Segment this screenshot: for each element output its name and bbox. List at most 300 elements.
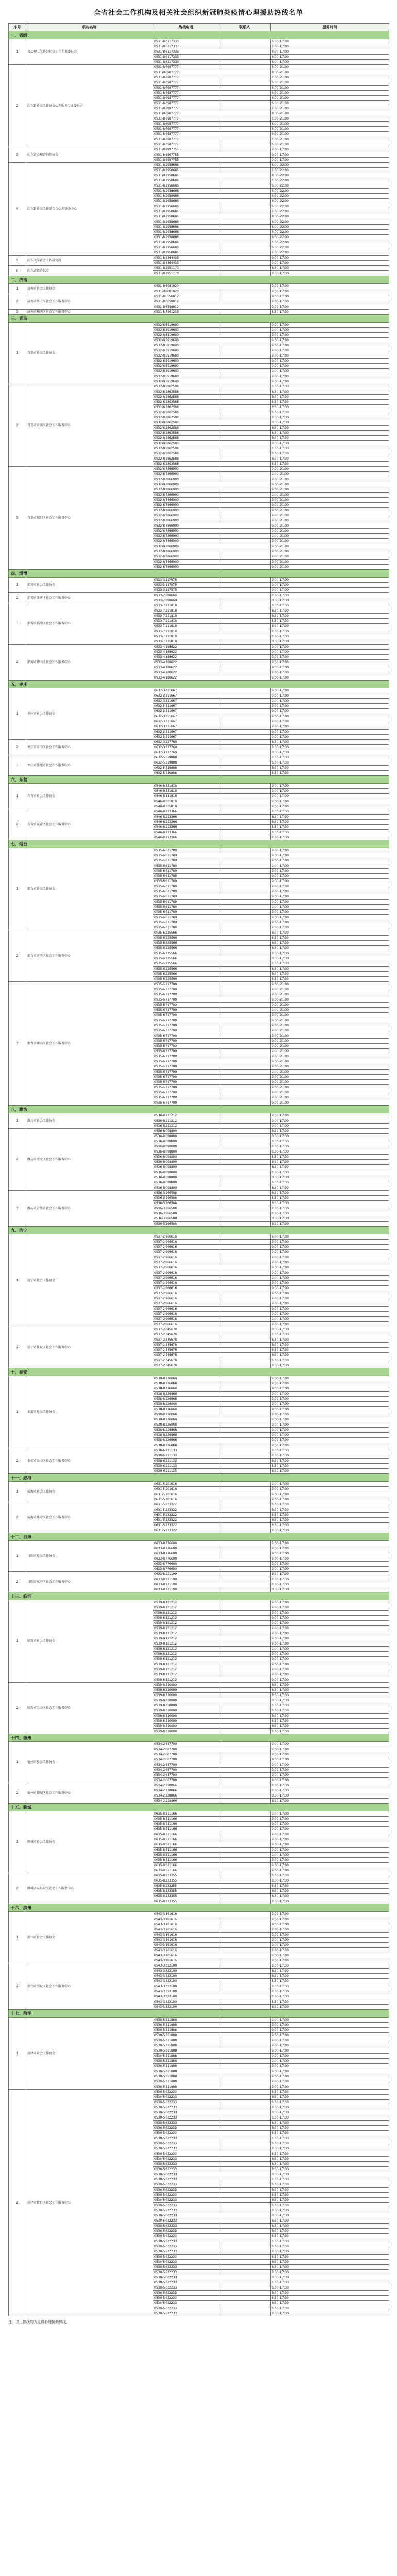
contact-cell xyxy=(219,835,271,840)
phone-cell: 0532-87866900 xyxy=(153,472,219,477)
table-row xyxy=(9,930,389,936)
org-seq: 3 xyxy=(9,1191,26,1227)
hours-cell: 8:30-17:30 xyxy=(271,1693,389,1698)
contact-cell xyxy=(219,848,271,853)
contact-cell xyxy=(219,598,271,603)
phone-cell: 0534-2228866 xyxy=(153,1783,219,1788)
hours-cell: 9:00-17:00 xyxy=(271,374,389,379)
phone-cell: 0531-86081020 xyxy=(153,284,219,289)
hours-cell: 9:00-21:00 xyxy=(271,565,389,570)
contact-cell xyxy=(219,1149,271,1155)
hours-cell: 8:30-17:30 xyxy=(271,271,389,276)
contact-cell xyxy=(219,1587,271,1592)
phone-cell: 0535-6717700 xyxy=(153,1085,219,1090)
hours-cell: 9:00-21:00 xyxy=(271,560,389,565)
phone-cell: 0532-87866900 xyxy=(153,518,219,523)
phone-cell: 0635-8511166 xyxy=(153,1827,219,1832)
phone-cell: 0532-87866900 xyxy=(153,529,219,534)
hours-cell: 9:00-17:00 xyxy=(271,1631,389,1636)
contact-cell xyxy=(219,487,271,493)
hours-cell: 8:30-17:30 xyxy=(271,1185,389,1191)
hours-cell: 8:00-22:00 xyxy=(271,189,389,194)
hours-cell: 8:30-17:30 xyxy=(271,2157,389,2162)
contact-cell xyxy=(219,1989,271,1994)
phone-cell: 0532-82862588 xyxy=(153,405,219,410)
phone-cell: 0538-8226868 xyxy=(153,1392,219,1397)
contact-cell xyxy=(219,101,271,106)
contact-cell xyxy=(219,1265,271,1270)
hours-cell: 9:00-17:00 xyxy=(271,1616,389,1621)
phone-cell: 0536-8211212 xyxy=(153,1118,219,1124)
contact-cell xyxy=(219,49,271,55)
hours-cell: 9:00-17:00 xyxy=(271,1953,389,1958)
contact-cell xyxy=(219,389,271,395)
contact-cell xyxy=(219,333,271,338)
phone-cell: 0532-87866900 xyxy=(153,544,219,549)
contact-cell xyxy=(219,1039,271,1044)
phone-cell: 0532-85919600 xyxy=(153,359,219,364)
contact-cell xyxy=(219,1348,271,1353)
phone-cell: 0531-86987777 xyxy=(153,116,219,122)
hours-cell: 9:00-17:00 xyxy=(271,583,389,588)
phone-cell: 0530-5622233 xyxy=(153,2224,219,2229)
contact-cell xyxy=(219,1095,271,1100)
phone-cell: 0530-5622233 xyxy=(153,2095,219,2100)
hours-cell: 9:00-17:00 xyxy=(271,2054,389,2059)
phone-cell: 0531-88997755 xyxy=(153,147,219,152)
phone-cell: 0530-5311888 xyxy=(153,2018,219,2023)
contact-cell xyxy=(219,2306,271,2311)
region-header-row xyxy=(9,681,389,688)
org-name: 德州市社会工作协会 xyxy=(26,1742,153,1783)
hours-cell: 9:00-21:00 xyxy=(271,539,389,544)
phone-cell: 0530-5622233 xyxy=(153,2296,219,2301)
hours-cell: 8:30-17:30 xyxy=(271,1999,389,2005)
contact-cell xyxy=(219,70,271,75)
org-seq: 1 xyxy=(9,1234,26,1327)
hours-cell: 9:00-17:00 xyxy=(271,714,389,719)
phone-cell: 0530-5622233 xyxy=(153,2167,219,2172)
hours-cell: 8:00-22:00 xyxy=(271,199,389,204)
org-seq: 1 xyxy=(9,1912,26,1963)
phone-cell: 0535-6225566 xyxy=(153,972,219,977)
phone-cell: 0531-82958686 xyxy=(153,250,219,256)
contact-cell xyxy=(219,343,271,348)
phone-cell: 0535-6717700 xyxy=(153,1023,219,1028)
phone-cell: 0631-5233322 xyxy=(153,1518,219,1523)
phone-cell: 0539-8121212 xyxy=(153,1657,219,1662)
phone-cell: 0543-3161616 xyxy=(153,1912,219,1917)
phone-cell: 0531-86117333 xyxy=(153,39,219,44)
contact-cell xyxy=(219,1984,271,1989)
table-row xyxy=(9,784,389,789)
hours-cell: 8:30-17:30 xyxy=(271,2260,389,2265)
phone-cell: 0539-8121212 xyxy=(153,1636,219,1641)
phone-cell: 0532-82862588 xyxy=(153,431,219,436)
phone-cell: 0537-2966616 xyxy=(153,1255,219,1260)
phone-cell: 0530-5311888 xyxy=(153,2048,219,2054)
phone-cell: 0539-8121212 xyxy=(153,1641,219,1647)
org-name: 菏泽市社会工作协会 xyxy=(26,2018,153,2090)
hours-cell: 9:00-17:00 xyxy=(271,1291,389,1296)
contact-cell xyxy=(219,199,271,204)
contact-cell xyxy=(219,1381,271,1386)
phone-cell: 0538-8226868 xyxy=(153,1428,219,1433)
header-contact: 联系人 xyxy=(219,24,271,31)
contact-cell xyxy=(219,1719,271,1724)
table-row xyxy=(9,1234,389,1240)
contact-cell xyxy=(219,111,271,116)
contact-cell xyxy=(219,794,271,799)
phone-cell: 0535-6225566 xyxy=(153,941,219,946)
hours-cell: 9:00-17:00 xyxy=(271,2043,389,2048)
phone-cell: 0532-82862588 xyxy=(153,451,219,456)
contact-cell xyxy=(219,2090,271,2095)
hours-cell: 8:30-17:30 xyxy=(271,2151,389,2157)
contact-cell xyxy=(219,1811,271,1817)
contact-cell xyxy=(219,384,271,389)
phone-cell: 0533-4188622 xyxy=(153,645,219,650)
phone-cell: 0530-5311888 xyxy=(153,2074,219,2079)
phone-cell: 0535-6717700 xyxy=(153,1008,219,1013)
phone-cell: 0632-3311667 xyxy=(153,735,219,740)
hours-cell: 9:00-17:00 xyxy=(271,858,389,863)
hours-cell: 9:00-17:00 xyxy=(271,1443,389,1448)
hours-cell: 8:30-17:30 xyxy=(271,446,389,451)
contact-cell xyxy=(219,456,271,462)
org-name: 聊城市社会工作协会 xyxy=(26,1811,153,1873)
hours-cell: 8:00-21:00 xyxy=(271,70,389,75)
contact-cell xyxy=(219,168,271,173)
phone-cell: 0533-3117575 xyxy=(153,583,219,588)
contact-cell xyxy=(219,629,271,634)
table-row xyxy=(9,1482,389,1487)
contact-cell xyxy=(219,688,271,693)
hours-cell: 9:00-17:00 xyxy=(271,1948,389,1953)
contact-cell xyxy=(219,2291,271,2296)
contact-cell xyxy=(219,1641,271,1647)
contact-cell xyxy=(219,1464,271,1469)
hours-cell: 8:30-17:30 xyxy=(271,2224,389,2229)
contact-cell xyxy=(219,2239,271,2244)
region-name: 十、泰安 xyxy=(9,1368,389,1376)
hours-cell: 8:30-17:30 xyxy=(271,2208,389,2213)
contact-cell xyxy=(219,1611,271,1616)
contact-cell xyxy=(219,804,271,809)
org-seq: 1 xyxy=(9,2018,26,2090)
contact-cell xyxy=(219,549,271,554)
org-name: 菏泽市牡丹区社会工作服务中心 xyxy=(26,2090,153,2316)
contact-cell xyxy=(219,740,271,745)
hours-cell: 9:00-17:00 xyxy=(271,1386,389,1392)
contact-cell xyxy=(219,163,271,168)
hours-cell: 9:00-17:00 xyxy=(271,915,389,920)
phone-cell: 0543-3322100 xyxy=(153,1984,219,1989)
hours-cell: 8:30-17:30 xyxy=(271,1448,389,1453)
phone-cell: 0539-8310000 xyxy=(153,1708,219,1714)
hours-cell: 9:00-17:00 xyxy=(271,1412,389,1417)
hours-cell: 8:30-17:30 xyxy=(271,384,389,389)
hours-cell: 8:30-17:30 xyxy=(271,771,389,776)
org-name: 潍坊市社会工作协会 xyxy=(26,1113,153,1129)
phone-cell: 0530-5311888 xyxy=(153,2079,219,2084)
phone-cell: 0531-86987777 xyxy=(153,86,219,91)
hours-cell: 8:30-17:30 xyxy=(271,1180,389,1185)
hours-cell: 9:00-21:00 xyxy=(271,493,389,498)
hours-cell: 9:00-17:00 xyxy=(271,869,389,874)
table-row xyxy=(9,1683,389,1688)
hours-cell: 9:00-17:00 xyxy=(271,2028,389,2033)
hours-cell: 9:00-17:00 xyxy=(271,688,389,693)
contact-cell xyxy=(219,660,271,665)
phone-cell: 0538-8226868 xyxy=(153,1412,219,1417)
region-header-row xyxy=(9,315,389,323)
org-seq: 5 xyxy=(9,256,26,266)
hours-cell: 8:30-17:30 xyxy=(271,936,389,941)
phone-cell: 0530-5622233 xyxy=(153,2172,219,2177)
hours-cell: 9:00-17:00 xyxy=(271,1245,389,1250)
contact-cell xyxy=(219,920,271,925)
contact-cell xyxy=(219,1600,271,1605)
contact-cell xyxy=(219,1412,271,1417)
hours-cell: 8:00-21:00 xyxy=(271,127,389,132)
phone-cell: 0532-82862588 xyxy=(153,389,219,395)
phone-cell: 0537-2345678 xyxy=(153,1358,219,1363)
phone-cell: 0632-3227760 xyxy=(153,745,219,750)
contact-cell xyxy=(219,1386,271,1392)
hours-cell: 8:00-22:00 xyxy=(271,225,389,230)
hours-cell: 8:30-17:30 xyxy=(271,1714,389,1719)
phone-cell: 0539-8310000 xyxy=(153,1714,219,1719)
hours-cell: 8:30-17:30 xyxy=(271,956,389,961)
contact-cell xyxy=(219,760,271,766)
phone-cell: 0530-5622233 xyxy=(153,2301,219,2306)
phone-cell: 0530-5622233 xyxy=(153,2151,219,2157)
org-seq: 2 xyxy=(9,930,26,982)
hours-cell: 9:00-17:00 xyxy=(271,2064,389,2069)
table-row xyxy=(9,603,389,608)
contact-cell xyxy=(219,1556,271,1562)
contact-cell xyxy=(219,1327,271,1332)
hours-cell: 9:00-17:00 xyxy=(271,1397,389,1402)
phone-cell: 0543-3322100 xyxy=(153,1963,219,1969)
hours-cell: 8:30-17:30 xyxy=(271,2218,389,2224)
hours-cell: 9:00-17:00 xyxy=(271,1621,389,1626)
hours-cell: 9:00-17:00 xyxy=(271,730,389,735)
contact-cell xyxy=(219,1889,271,1894)
phone-cell: 0535-6717700 xyxy=(153,1075,219,1080)
contact-cell xyxy=(219,1363,271,1368)
contact-cell xyxy=(219,2095,271,2100)
hours-cell: 9:00-17:00 xyxy=(271,1762,389,1768)
phone-cell: 0543-3161616 xyxy=(153,1958,219,1963)
table-row xyxy=(9,163,389,168)
phone-cell: 0533-4188622 xyxy=(153,675,219,681)
phone-cell: 0539-8121212 xyxy=(153,1652,219,1657)
contact-cell xyxy=(219,369,271,374)
phone-cell: 0535-6717700 xyxy=(153,1095,219,1100)
contact-cell xyxy=(219,936,271,941)
region-header-row xyxy=(9,1904,389,1912)
contact-cell xyxy=(219,1392,271,1397)
contact-cell xyxy=(219,2005,271,2010)
contact-cell xyxy=(219,96,271,101)
hours-cell: 8:30-17:30 xyxy=(271,1799,389,1804)
contact-cell xyxy=(219,1708,271,1714)
table-row xyxy=(9,982,389,987)
hours-cell: 9:00-17:00 xyxy=(271,905,389,910)
contact-cell xyxy=(219,1216,271,1222)
hours-cell: 9:00-17:00 xyxy=(271,889,389,894)
phone-cell: 0546-8213366 xyxy=(153,830,219,835)
contact-cell xyxy=(219,2224,271,2229)
region-name: 十四、德州 xyxy=(9,1734,389,1742)
table-row xyxy=(9,1572,389,1577)
contact-cell xyxy=(219,1693,271,1698)
phone-cell: 0538-8226868 xyxy=(153,1386,219,1392)
contact-cell xyxy=(219,2084,271,2090)
hours-cell: 8:00-17:00 xyxy=(271,49,389,55)
org-name: 烟台市莱山区社会工作服务中心 xyxy=(26,982,153,1106)
contact-cell xyxy=(219,1768,271,1773)
org-name: 威海市环翠区社会工作服务中心 xyxy=(26,1502,153,1533)
contact-cell xyxy=(219,930,271,936)
contact-cell xyxy=(219,879,271,884)
phone-cell: 0535-6611789 xyxy=(153,863,219,869)
contact-cell xyxy=(219,1551,271,1556)
hours-cell: 8:30-17:30 xyxy=(271,2005,389,2010)
contact-cell xyxy=(219,1307,271,1312)
phone-cell: 0635-8511166 xyxy=(153,1858,219,1863)
contact-cell xyxy=(219,116,271,122)
hours-cell: 8:30-17:30 xyxy=(271,1703,389,1708)
phone-cell: 0535-6717700 xyxy=(153,1003,219,1008)
hours-cell: 9:00-17:00 xyxy=(271,1757,389,1762)
hours-cell: 8:30-17:30 xyxy=(271,1894,389,1899)
hours-cell: 9:00-21:00 xyxy=(271,472,389,477)
contact-cell xyxy=(219,874,271,879)
phone-cell: 0635-8511166 xyxy=(153,1837,219,1842)
contact-cell xyxy=(219,889,271,894)
phone-cell: 0537-2966616 xyxy=(153,1286,219,1291)
contact-cell xyxy=(219,127,271,132)
phone-cell: 0531-86987777 xyxy=(153,80,219,86)
contact-cell xyxy=(219,1070,271,1075)
contact-cell xyxy=(219,2296,271,2301)
contact-cell xyxy=(219,1165,271,1170)
phone-cell: 0537-2966616 xyxy=(153,1260,219,1265)
hours-cell: 8:30-17:30 xyxy=(271,1191,389,1196)
hours-cell: 9:00-17:00 xyxy=(271,1113,389,1118)
phone-cell: 0536-8098800 xyxy=(153,1175,219,1180)
hours-cell: 9:00-17:00 xyxy=(271,1778,389,1783)
region-header-row xyxy=(9,1533,389,1541)
hours-cell: 8:30-17:30 xyxy=(271,2182,389,2188)
phone-cell: 0530-5622233 xyxy=(153,2203,219,2208)
phone-cell: 0533-7211818 xyxy=(153,629,219,634)
hours-cell: 8:30-17:30 xyxy=(271,1211,389,1216)
phone-cell: 0531-87561233 xyxy=(153,310,219,315)
hours-cell: 8:30-17:30 xyxy=(271,1453,389,1459)
contact-cell xyxy=(219,1714,271,1719)
phone-cell: 0532-82862588 xyxy=(153,420,219,426)
table-row xyxy=(9,467,389,472)
contact-cell xyxy=(219,1922,271,1927)
hours-cell: 8:30-17:30 xyxy=(271,1348,389,1353)
org-seq: 1 xyxy=(9,39,26,65)
hours-cell: 9:00-17:00 xyxy=(271,147,389,152)
contact-cell xyxy=(219,1724,271,1729)
contact-cell xyxy=(219,1201,271,1206)
table-row xyxy=(9,593,389,598)
hours-cell: 9:00-17:00 xyxy=(271,1281,389,1286)
phone-cell: 0532-85919600 xyxy=(153,374,219,379)
phone-cell: 0632-5519888 xyxy=(153,755,219,760)
hours-cell: 9:00-17:00 xyxy=(271,328,389,333)
hours-cell: 8:00-22:00 xyxy=(271,230,389,235)
phone-cell: 0531-82958686 xyxy=(153,168,219,173)
contact-cell xyxy=(219,338,271,343)
phone-cell: 0530-5622233 xyxy=(153,2265,219,2270)
contact-cell xyxy=(219,472,271,477)
contact-cell xyxy=(219,1028,271,1033)
phone-cell: 0535-6717700 xyxy=(153,1018,219,1023)
phone-cell: 0532-82862588 xyxy=(153,446,219,451)
table-row xyxy=(9,384,389,389)
contact-cell xyxy=(219,1837,271,1842)
contact-cell xyxy=(219,1250,271,1255)
region-header-row xyxy=(9,2010,389,2018)
phone-cell: 0535-6225566 xyxy=(153,956,219,961)
contact-cell xyxy=(219,1979,271,1984)
phone-cell: 0531-82958686 xyxy=(153,204,219,209)
hours-cell: 8:00-21:00 xyxy=(271,137,389,142)
org-name: 日照市东港区社会工作服务中心 xyxy=(26,1572,153,1592)
phone-cell: 0534-2687700 xyxy=(153,1747,219,1752)
hours-cell: 8:00-21:00 xyxy=(271,101,389,106)
region-header-row xyxy=(9,1474,389,1482)
phone-cell: 0536-8098800 xyxy=(153,1185,219,1191)
contact-cell xyxy=(219,2260,271,2265)
phone-cell: 0530-5622233 xyxy=(153,2146,219,2151)
phone-cell: 0537-2966616 xyxy=(153,1291,219,1296)
org-seq: 3 xyxy=(9,603,26,645)
hours-cell: 9:00-21:00 xyxy=(271,1003,389,1008)
phone-cell: 0535-6717700 xyxy=(153,1070,219,1075)
hours-cell: 9:00-21:00 xyxy=(271,1033,389,1039)
phone-cell: 0538-6211133 xyxy=(153,1464,219,1469)
contact-cell xyxy=(219,2069,271,2074)
footnote: 注：以上热线均为免费心理援助热线。 xyxy=(8,2320,70,2324)
org-name: 省心理卫生协会社会工作专业委员会 xyxy=(26,39,153,65)
hours-cell: 9:00-17:00 xyxy=(271,1647,389,1652)
phone-cell: 0530-5622233 xyxy=(153,2121,219,2126)
phone-cell: 0533-4188622 xyxy=(153,660,219,665)
contact-cell xyxy=(219,2126,271,2131)
hours-cell: 8:30-17:30 xyxy=(271,2229,389,2234)
contact-cell xyxy=(219,1407,271,1412)
contact-cell xyxy=(219,992,271,997)
hours-cell: 9:00-17:00 xyxy=(271,1407,389,1412)
hours-cell: 9:00-17:00 xyxy=(271,2069,389,2074)
contact-cell xyxy=(219,972,271,977)
hours-cell: 8:30-17:30 xyxy=(271,815,389,820)
phone-cell: 0535-6717700 xyxy=(153,1028,219,1033)
hours-cell: 9:00-17:00 xyxy=(271,578,389,583)
contact-cell xyxy=(219,1528,271,1533)
hours-cell: 9:00-21:00 xyxy=(271,982,389,987)
hours-cell: 8:30-17:30 xyxy=(271,462,389,467)
